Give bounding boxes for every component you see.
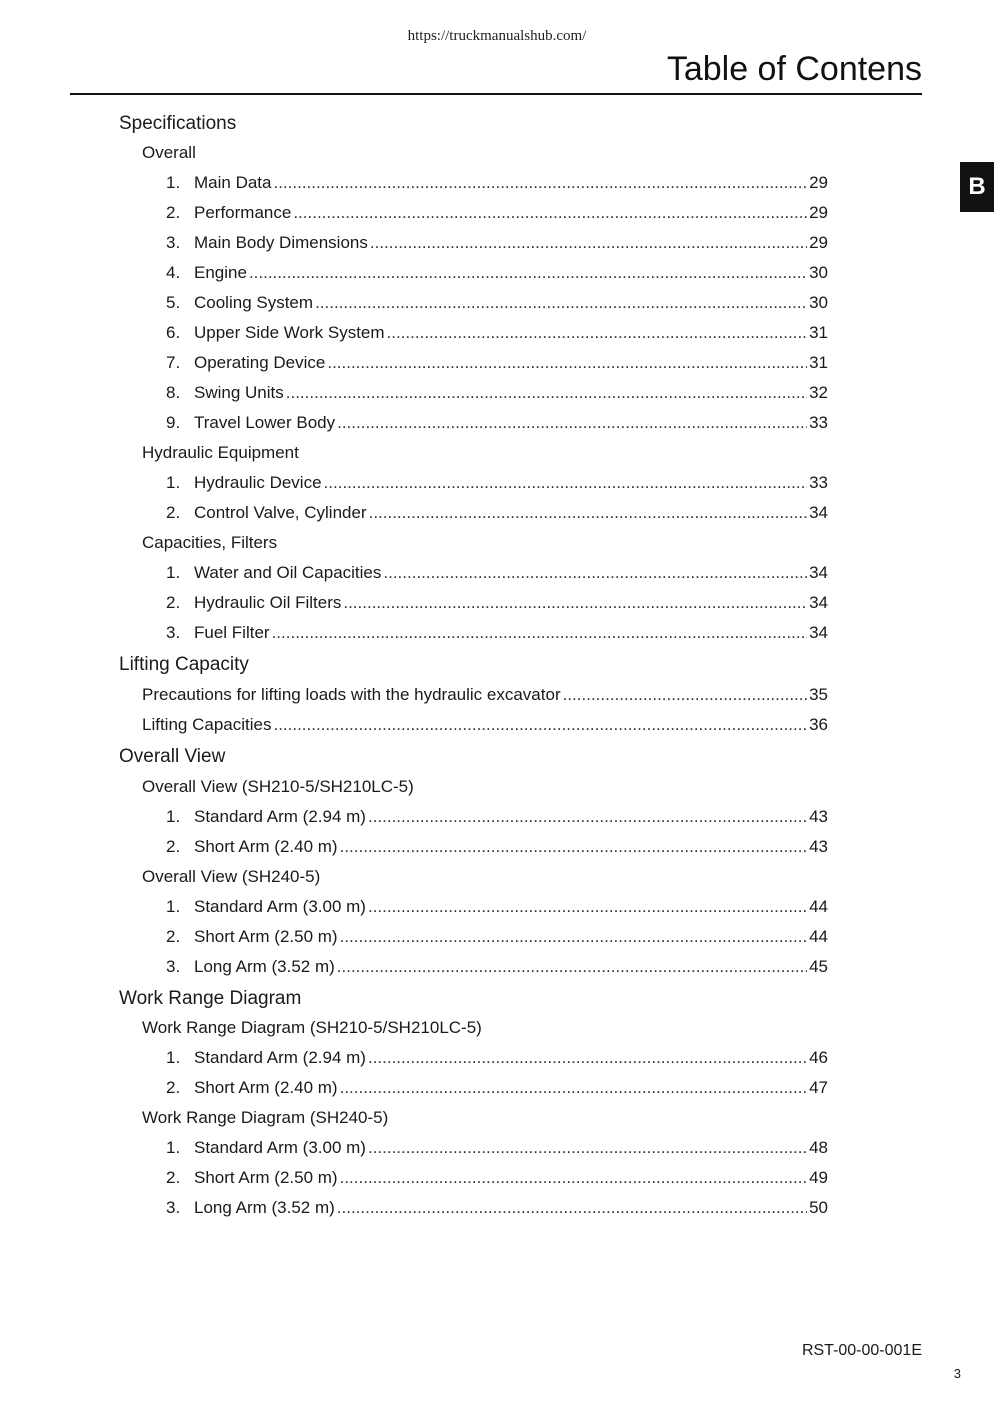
- toc-page-number: 33: [809, 413, 828, 432]
- toc-item[interactable]: [0, 1138, 994, 1160]
- dot-leader: [369, 503, 807, 523]
- toc-page-number: 47: [809, 1078, 828, 1097]
- toc-item-number: 9.: [166, 413, 181, 432]
- toc-item-number: 5.: [166, 293, 181, 312]
- toc-entry-label: Long Arm (3.52 m): [194, 957, 335, 976]
- toc-page-number: 33: [809, 473, 828, 492]
- dot-leader: [368, 1138, 807, 1158]
- toc-item[interactable]: [0, 563, 994, 585]
- dot-leader: [370, 233, 807, 253]
- dot-leader: [327, 353, 807, 373]
- toc-item[interactable]: [0, 323, 994, 345]
- toc-item-number: 3.: [166, 623, 181, 642]
- toc-entry-label: Short Arm (2.50 m): [194, 927, 338, 946]
- toc-subsection-entry[interactable]: [0, 715, 994, 737]
- toc-page-number: 34: [809, 503, 828, 522]
- toc-entry-label: Lifting Capacities: [142, 715, 272, 734]
- toc-section-heading[interactable]: Overall View: [119, 746, 226, 767]
- toc-entry-label: Hydraulic Oil Filters: [194, 593, 342, 612]
- toc-entry-label: Performance: [194, 203, 292, 222]
- page-title: Table of Contens: [666, 50, 922, 88]
- toc-item[interactable]: [0, 293, 994, 315]
- toc-page-number: 43: [809, 807, 828, 826]
- toc-page-number: 50: [809, 1198, 828, 1217]
- toc-page-number: 36: [809, 715, 828, 734]
- toc-entry-label: Operating Device: [194, 353, 326, 372]
- toc-item-number: 1.: [166, 563, 181, 582]
- toc-entry-label: Short Arm (2.50 m): [194, 1168, 338, 1187]
- toc-item[interactable]: [0, 927, 994, 949]
- toc-item[interactable]: [0, 353, 994, 375]
- page-number: 3: [953, 1366, 961, 1381]
- toc-item-number: 1.: [166, 897, 181, 916]
- toc-item-number: 1.: [166, 473, 181, 492]
- toc-entry-label: Precautions for lifting loads with the hydraulic excavator: [142, 685, 561, 704]
- toc-item[interactable]: [0, 837, 994, 859]
- dot-leader: [272, 623, 808, 643]
- toc-item[interactable]: [0, 957, 994, 979]
- toc-item[interactable]: [0, 897, 994, 919]
- toc-item[interactable]: [0, 807, 994, 829]
- toc-entry-label: Standard Arm (2.94 m): [194, 807, 366, 826]
- toc-item-number: 2.: [166, 593, 181, 612]
- toc-item-number: 3.: [166, 233, 181, 252]
- toc-page-number: 44: [809, 897, 828, 916]
- toc-page-number: 49: [809, 1168, 828, 1187]
- toc-entry-label: Short Arm (2.40 m): [194, 1078, 338, 1097]
- dot-leader: [368, 807, 807, 827]
- dot-leader: [324, 473, 808, 493]
- section-tab-marker: B: [960, 162, 994, 212]
- toc-entry-label: Water and Oil Capacities: [194, 563, 382, 582]
- toc-subsection-heading[interactable]: Overall: [142, 143, 196, 162]
- dot-leader: [337, 1198, 807, 1218]
- toc-item-number: 2.: [166, 927, 181, 946]
- toc-page-number: 29: [809, 173, 828, 192]
- dot-leader: [340, 1078, 807, 1098]
- toc-item[interactable]: [0, 1168, 994, 1190]
- toc-page-number: 34: [809, 563, 828, 582]
- toc-page-number: 30: [809, 263, 828, 282]
- dot-leader: [249, 263, 807, 283]
- toc-subsection-heading[interactable]: Overall View (SH240-5): [142, 867, 321, 886]
- toc-page-number: 29: [809, 233, 828, 252]
- toc-item[interactable]: [0, 1048, 994, 1070]
- toc-item-number: 2.: [166, 1168, 181, 1187]
- toc-page-number: 43: [809, 837, 828, 856]
- toc-item-number: 6.: [166, 323, 181, 342]
- toc-page-number: 32: [809, 383, 828, 402]
- toc-entry-label: Cooling System: [194, 293, 314, 312]
- dot-leader: [340, 1168, 807, 1188]
- toc-item[interactable]: [0, 383, 994, 405]
- toc-section-heading[interactable]: Specifications: [119, 113, 237, 134]
- toc-item-number: 1.: [166, 807, 181, 826]
- toc-item-number: 8.: [166, 383, 181, 402]
- toc-subsection-heading[interactable]: Hydraulic Equipment: [142, 443, 299, 462]
- dot-leader: [286, 383, 807, 403]
- toc-item-number: 2.: [166, 503, 181, 522]
- dot-leader: [368, 1048, 807, 1068]
- toc-item[interactable]: [0, 1198, 994, 1220]
- toc-page-number: 45: [809, 957, 828, 976]
- url-header[interactable]: https://truckmanualshub.com/: [407, 28, 587, 44]
- dot-leader: [387, 323, 808, 343]
- toc-item[interactable]: [0, 413, 994, 435]
- toc-item[interactable]: [0, 503, 994, 525]
- toc-item-number: 4.: [166, 263, 181, 282]
- toc-entry-label: Control Valve, Cylinder: [194, 503, 367, 522]
- toc-item[interactable]: [0, 263, 994, 285]
- toc-page-number: 35: [809, 685, 828, 704]
- toc-subsection-heading[interactable]: Work Range Diagram (SH240-5): [142, 1108, 389, 1127]
- toc-item[interactable]: [0, 593, 994, 615]
- toc-item-number: 2.: [166, 1078, 181, 1097]
- toc-item[interactable]: [0, 473, 994, 495]
- toc-page-number: 30: [809, 293, 828, 312]
- toc-item[interactable]: [0, 623, 994, 645]
- dot-leader: [340, 837, 807, 857]
- toc-section-heading[interactable]: Work Range Diagram: [119, 988, 302, 1009]
- dot-leader: [293, 203, 807, 223]
- toc-item-number: 3.: [166, 1198, 181, 1217]
- dot-leader: [368, 897, 807, 917]
- toc-item[interactable]: [0, 203, 994, 225]
- toc-page-number: 34: [809, 593, 828, 612]
- dot-leader: [383, 563, 807, 583]
- dot-leader: [337, 413, 807, 433]
- toc-entry-label: Standard Arm (3.00 m): [194, 1138, 366, 1157]
- dot-leader: [315, 293, 807, 313]
- toc-page-number: 29: [809, 203, 828, 222]
- toc-subsection-heading[interactable]: Work Range Diagram (SH210-5/SH210LC-5): [142, 1018, 482, 1037]
- toc-entry-label: Upper Side Work System: [194, 323, 385, 342]
- dot-leader: [273, 173, 807, 193]
- toc-item[interactable]: [0, 1078, 994, 1100]
- toc-entry-label: Hydraulic Device: [194, 473, 322, 492]
- document-code: RST-00-00-001E: [801, 1342, 922, 1359]
- toc-item-number: 3.: [166, 957, 181, 976]
- toc-entry-label: Long Arm (3.52 m): [194, 1198, 335, 1217]
- toc-entry-label: Fuel Filter: [194, 623, 270, 642]
- toc-page-number: 48: [809, 1138, 828, 1157]
- toc-item-number: 7.: [166, 353, 181, 372]
- toc-section-heading[interactable]: Lifting Capacity: [119, 654, 249, 675]
- toc-item-number: 1.: [166, 1138, 181, 1157]
- toc-subsection-heading[interactable]: Capacities, Filters: [142, 533, 278, 552]
- toc-item-number: 1.: [166, 173, 181, 192]
- toc-entry-label: Swing Units: [194, 383, 284, 402]
- toc-item[interactable]: [0, 233, 994, 255]
- toc-entry-label: Standard Arm (3.00 m): [194, 897, 366, 916]
- toc-page-number: 44: [809, 927, 828, 946]
- toc-page-number: 46: [809, 1048, 828, 1067]
- toc-entry-label: Main Body Dimensions: [194, 233, 368, 252]
- title-rule: [70, 93, 922, 95]
- toc-item-number: 2.: [166, 203, 181, 222]
- toc-subsection-heading[interactable]: Overall View (SH210-5/SH210LC-5): [142, 777, 414, 796]
- toc-item-number: 1.: [166, 1048, 181, 1067]
- toc-entry-label: Standard Arm (2.94 m): [194, 1048, 366, 1067]
- dot-leader: [343, 593, 807, 613]
- toc-entry-label: Engine: [194, 263, 247, 282]
- toc-entry-label: Short Arm (2.40 m): [194, 837, 338, 856]
- dot-leader: [337, 957, 807, 977]
- toc-page-number: 31: [809, 353, 828, 372]
- toc-item-number: 2.: [166, 837, 181, 856]
- toc-item[interactable]: [0, 173, 994, 195]
- toc-entry-label: Travel Lower Body: [194, 413, 336, 432]
- dot-leader: [563, 685, 807, 705]
- toc-page-number: 31: [809, 323, 828, 342]
- dot-leader: [273, 715, 807, 735]
- toc-subsection-entry[interactable]: [0, 685, 994, 707]
- toc-entry-label: Main Data: [194, 173, 272, 192]
- dot-leader: [340, 927, 807, 947]
- toc-page-number: 34: [809, 623, 828, 642]
